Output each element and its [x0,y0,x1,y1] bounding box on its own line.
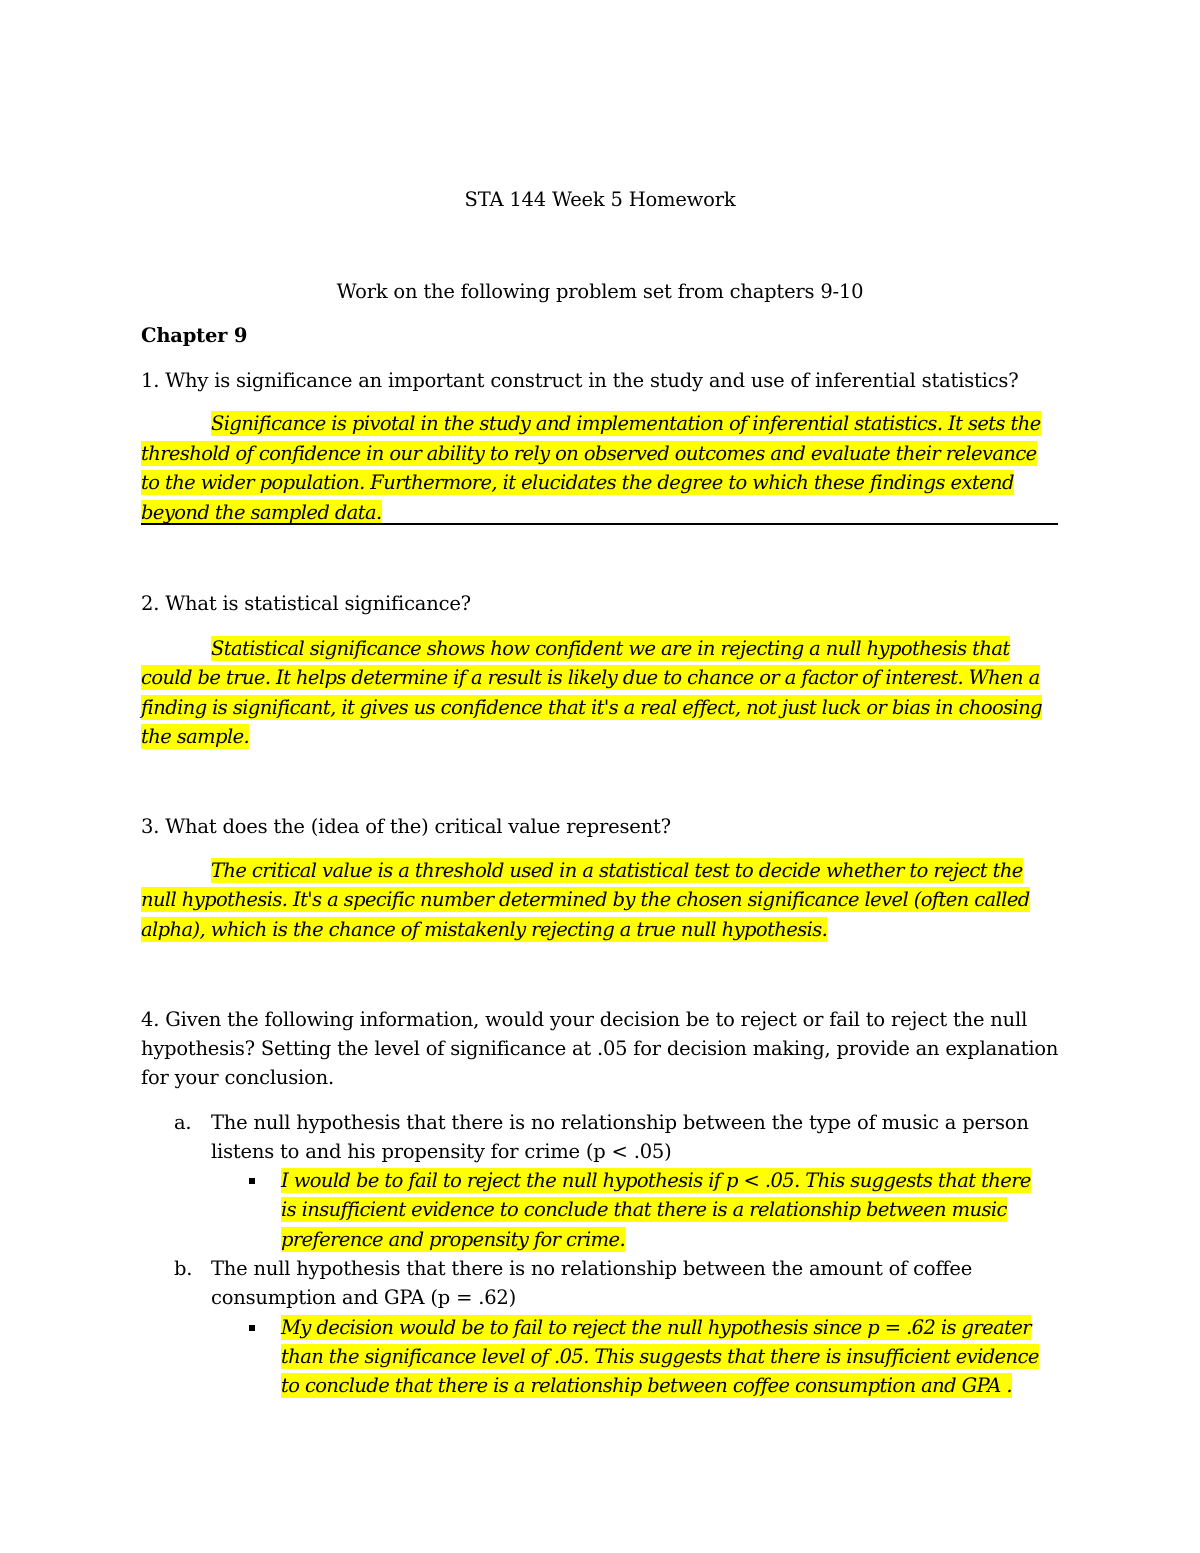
sub-answer-a-line-3: preference and propensity for crime. [281,1228,626,1251]
sub-answer-a-line-1: I would be to fail to reject the null hypothesis if p < .05. This suggests that there [281,1169,1031,1192]
answer-3-line-2: null hypothesis. It's a specific number determined by the chosen significance level (often called [141,888,1030,911]
answer-1-line-4: beyond the sampled data. [141,501,382,524]
bullet-icon [249,1325,255,1331]
question-3-text: 3. What does the (idea of the) critical value represent? [141,815,671,838]
sub-answer-b-line-3: to conclude that there is a relationship between coffee consumption and GPA . [281,1374,1012,1397]
question-4-line-3: for your conclusion. [141,1066,334,1089]
sub-item-a-line-2: listens to and his propensity for crime (p < .05) [211,1140,672,1163]
question-1-text: 1. Why is significance an important construct in the study and use of inferential statistics? [141,369,1019,392]
answer-3-line-3: alpha), which is the chance of mistakenly rejecting a true null hypothesis. [141,918,828,941]
sub-item-b-marker: b. [174,1257,193,1280]
answer-2-line-3: finding is significant, it gives us confidence that it's a real effect, not just luck or bias in choosing [141,696,1043,719]
bullet-icon [249,1178,255,1184]
sub-item-b-line-2: consumption and GPA (p = .62) [211,1286,517,1309]
document-subtitle: Work on the following problem set from chapters 9-10 [336,280,864,303]
answer-1-line-2: threshold of confidence in our ability to rely on observed outcomes and evaluate their relevance [141,442,1037,465]
sub-item-a-line-1: The null hypothesis that there is no relationship between the type of music a person [211,1111,1029,1134]
answer-2-line-1: Statistical significance shows how confident we are in rejecting a null hypothesis that [211,637,1010,660]
question-2-text: 2. What is statistical significance? [141,592,471,615]
horizontal-rule [141,523,1058,525]
sub-item-b-line-1: The null hypothesis that there is no relationship between the amount of coffee [211,1257,973,1280]
chapter-heading: Chapter 9 [141,324,248,347]
sub-answer-b-line-1: My decision would be to fail to reject the null hypothesis since p = .62 is greater [281,1316,1032,1339]
answer-2-line-2: could be true. It helps determine if a result is likely due to chance or a factor of interest. When a [141,666,1040,689]
answer-2-line-4: the sample. [141,725,250,748]
sub-answer-b-line-2: than the significance level of .05. This suggests that there is insufficient evidence [281,1345,1039,1368]
sub-item-a-marker: a. [174,1111,192,1134]
answer-1-line-3: to the wider population. Furthermore, it elucidates the degree to which these findings extend [141,471,1014,494]
answer-1-line-1: Significance is pivotal in the study and implementation of inferential statistics. It sets the [211,412,1041,435]
question-4-line-2: hypothesis? Setting the level of significance at .05 for decision making, provide an explanation [141,1037,1059,1060]
answer-3-line-1: The critical value is a threshold used in a statistical test to decide whether to reject the [211,859,1023,882]
document-title: STA 144 Week 5 Homework [464,188,736,211]
question-4-line-1: 4. Given the following information, would your decision be to reject or fail to reject the null [141,1008,1028,1031]
sub-answer-a-line-2: is insufficient evidence to conclude that there is a relationship between music [281,1198,1007,1221]
